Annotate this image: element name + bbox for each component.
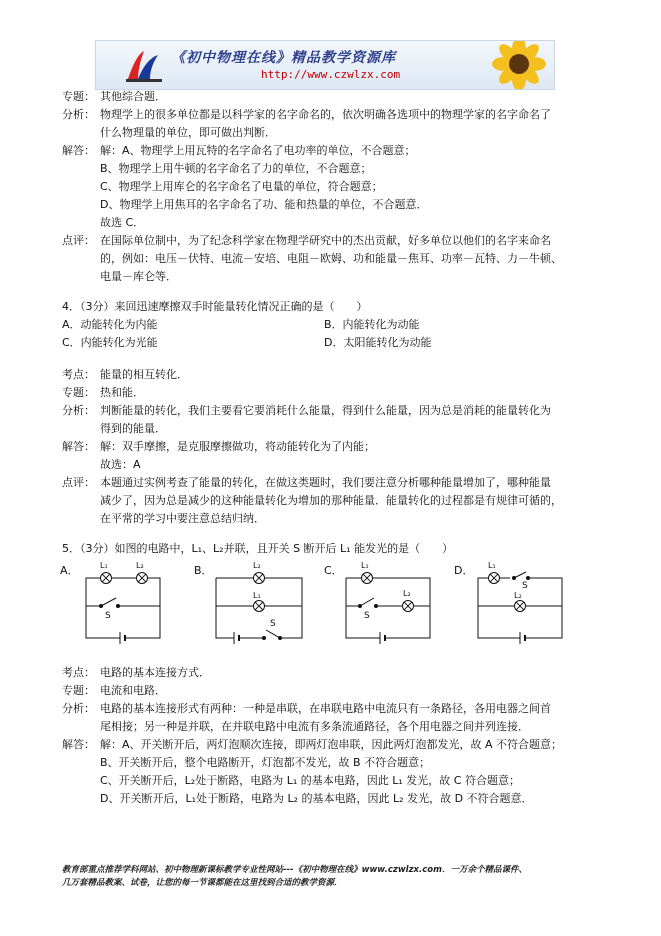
topic-label: 专题：: [62, 684, 95, 697]
switch-label: S: [270, 619, 276, 629]
answer-label: 解答：: [62, 738, 95, 751]
analysis-label: 分析：: [62, 404, 95, 417]
topic-label: 专题：: [62, 386, 95, 399]
q5-kaodian: 电路的基本连接方式．: [100, 666, 210, 679]
q4-option-b[interactable]: B．内能转化为动能: [324, 318, 420, 331]
q3-analysis-line: 物理学上的很多单位都是以科学家的名字命名的，依次明确各选项中的物理学家的名字命名了: [100, 108, 551, 121]
q3-answer-line: D、物理学上用焦耳的名字命名了功、能和热量的单位，不合题意．: [100, 198, 428, 211]
lamp-l1-icon: [489, 573, 500, 584]
switch-label: S: [522, 581, 528, 591]
q4-kaodian: 能量的相互转化．: [100, 368, 188, 381]
answer-label: 解答：: [62, 440, 95, 453]
q5-answer-line: 解：A、开关断开后，两灯泡顺次连接，即两灯泡串联，因此两灯泡都发光，故 A 不符合题意；: [100, 738, 563, 751]
q4-option-c[interactable]: C．内能转化为光能: [62, 336, 158, 349]
q5-stem: 5．（3分）如图的电路中，L₁、L₂并联，且开关 S 断开后 L₁ 能发光的是（ ）: [62, 542, 454, 555]
q5-circuit-figures: [56, 558, 596, 650]
q4-comment-line: 在平常的学习中要注意总结归纳．: [100, 512, 265, 525]
sunflower-icon: [488, 40, 550, 90]
q3-analysis-line: 什么物理量的单位，即可做出判断．: [100, 126, 276, 139]
lamp-label: L₁: [253, 591, 261, 600]
q4-topic: 热和能．: [100, 386, 144, 399]
q5-topic: 电流和电路．: [100, 684, 166, 697]
lamp-l2-icon: [137, 573, 148, 584]
banner-url[interactable]: http://www.czwlzx.com: [261, 68, 401, 81]
lamp-l2-icon: [254, 573, 265, 584]
lamp-label: L₂: [253, 561, 261, 570]
circuit-b-label: B．: [194, 564, 213, 577]
header-banner: [95, 40, 555, 90]
lamp-l2-icon: [515, 601, 526, 612]
q4-analysis-line: 判断能量的转化，我们主要看它要消耗什么能量，得到什么能量，因为总是消耗的能量转化为: [100, 404, 551, 417]
circuit-a-label: A．: [60, 564, 79, 577]
analysis-label: 分析：: [62, 702, 95, 715]
analysis-label: 分析：: [62, 108, 95, 121]
circuit-d[interactable]: [454, 564, 562, 644]
circuit-b[interactable]: [194, 564, 302, 644]
q5-answer-line: C、开关断开后，L₂处于断路，电路为 L₁ 的基本电路，因此 L₁ 发光，故 C 符合题意；: [100, 774, 520, 787]
q5-analysis-line: 尾相接；另一种是并联，在并联电路中电流有多条流通路径，各个用电器之间并列连接．: [100, 720, 529, 733]
circuit-c[interactable]: [324, 564, 430, 644]
topic-label: 专题：: [62, 90, 95, 103]
banner-title: 《初中物理在线》精品教学资源库: [171, 50, 396, 66]
circuit-c-label: C．: [324, 564, 343, 577]
lamp-l1-icon: [254, 601, 265, 612]
q4-analysis-line: 得到的能量．: [100, 422, 166, 435]
lamp-l2-icon: [403, 601, 414, 612]
kaodian-label: 考点：: [62, 666, 95, 679]
comment-label: 点评：: [62, 476, 95, 489]
q3-comment-line: 的，例如：电压－伏特、电流－安培、电阻－欧姆、功和能量－焦耳、功率－瓦特、力－牛顿、: [100, 252, 562, 265]
q5-analysis-line: 电路的基本连接形式有两种：一种是串联，在串联电路中电流只有一条路径，各用电器之间首: [100, 702, 551, 715]
site-logo-icon: [124, 45, 164, 85]
footer-line: 教育部重点推荐学科网站、初中物理新课标教学专业性网站---《初中物理在线》www.czwlzx.com．一万余个精品课件、: [62, 865, 527, 875]
q4-comment-line: 减少了，因为总是减少的这种能量转化为增加的那种能量．能量转化的过程都是有规律可循的，: [100, 494, 562, 507]
q5-answer-line: B、开关断开后，整个电路断开，灯泡都不发光，故 B 不符合题意；: [100, 756, 431, 769]
q3-comment-line: 在国际单位制中，为了纪念科学家在物理学研究中的杰出贡献，好多单位以他们的名字来命名: [100, 234, 551, 247]
q3-answer-line: C、物理学上用库仑的名字命名了电量的单位，符合题意；: [100, 180, 383, 193]
comment-label: 点评：: [62, 234, 95, 247]
q3-answer-line: B、物理学上用牛顿的名字命名了力的单位，不合题意；: [100, 162, 372, 175]
q4-option-a[interactable]: A．动能转化为内能: [62, 318, 158, 331]
lamp-label: L₁: [100, 561, 108, 570]
kaodian-label: 考点：: [62, 368, 95, 381]
q4-stem: 4．（3分）来回迅速摩擦双手时能量转化情况正确的是（ ）: [62, 300, 368, 313]
circuit-d-label: D．: [454, 564, 474, 577]
lamp-label: L₂: [403, 589, 411, 598]
q3-answer-line: 故选 C．: [100, 216, 145, 229]
lamp-label: L₂: [514, 591, 522, 600]
q3-answer-line: 解：A、物理学上用瓦特的名字命名了电功率的单位，不合题意；: [100, 144, 416, 157]
q5-answer-line: D、开关断开后，L₁处于断路，电路为 L₂ 的基本电路，因此 L₂ 发光，故 D 不符合题意．: [100, 792, 533, 805]
q4-answer-line: 故选：A: [100, 458, 141, 471]
q4-answer-line: 解：双手摩擦，是克服摩擦做功，将动能转化为了内能；: [100, 440, 375, 453]
lamp-label: L₁: [488, 561, 496, 570]
lamp-l1-icon: [362, 573, 373, 584]
q3-comment-line: 电量－库仑等．: [100, 270, 177, 283]
q4-comment-line: 本题通过实例考查了能量的转化，在做这类题时，我们要注意分析哪种能量增加了，哪种能量: [100, 476, 551, 489]
switch-label: S: [364, 611, 370, 621]
lamp-label: L₁: [361, 561, 369, 570]
switch-label: S: [105, 611, 111, 621]
q3-topic: 其他综合题．: [100, 90, 166, 103]
q4-option-d[interactable]: D．太阳能转化为动能: [324, 336, 432, 349]
answer-label: 解答：: [62, 144, 95, 157]
lamp-label: L₂: [136, 561, 144, 570]
lamp-l1-icon: [101, 573, 112, 584]
footer-line: 几万套精品教案、试卷，让您的每一节课都能在这里找到合适的教学资源．: [62, 878, 343, 888]
